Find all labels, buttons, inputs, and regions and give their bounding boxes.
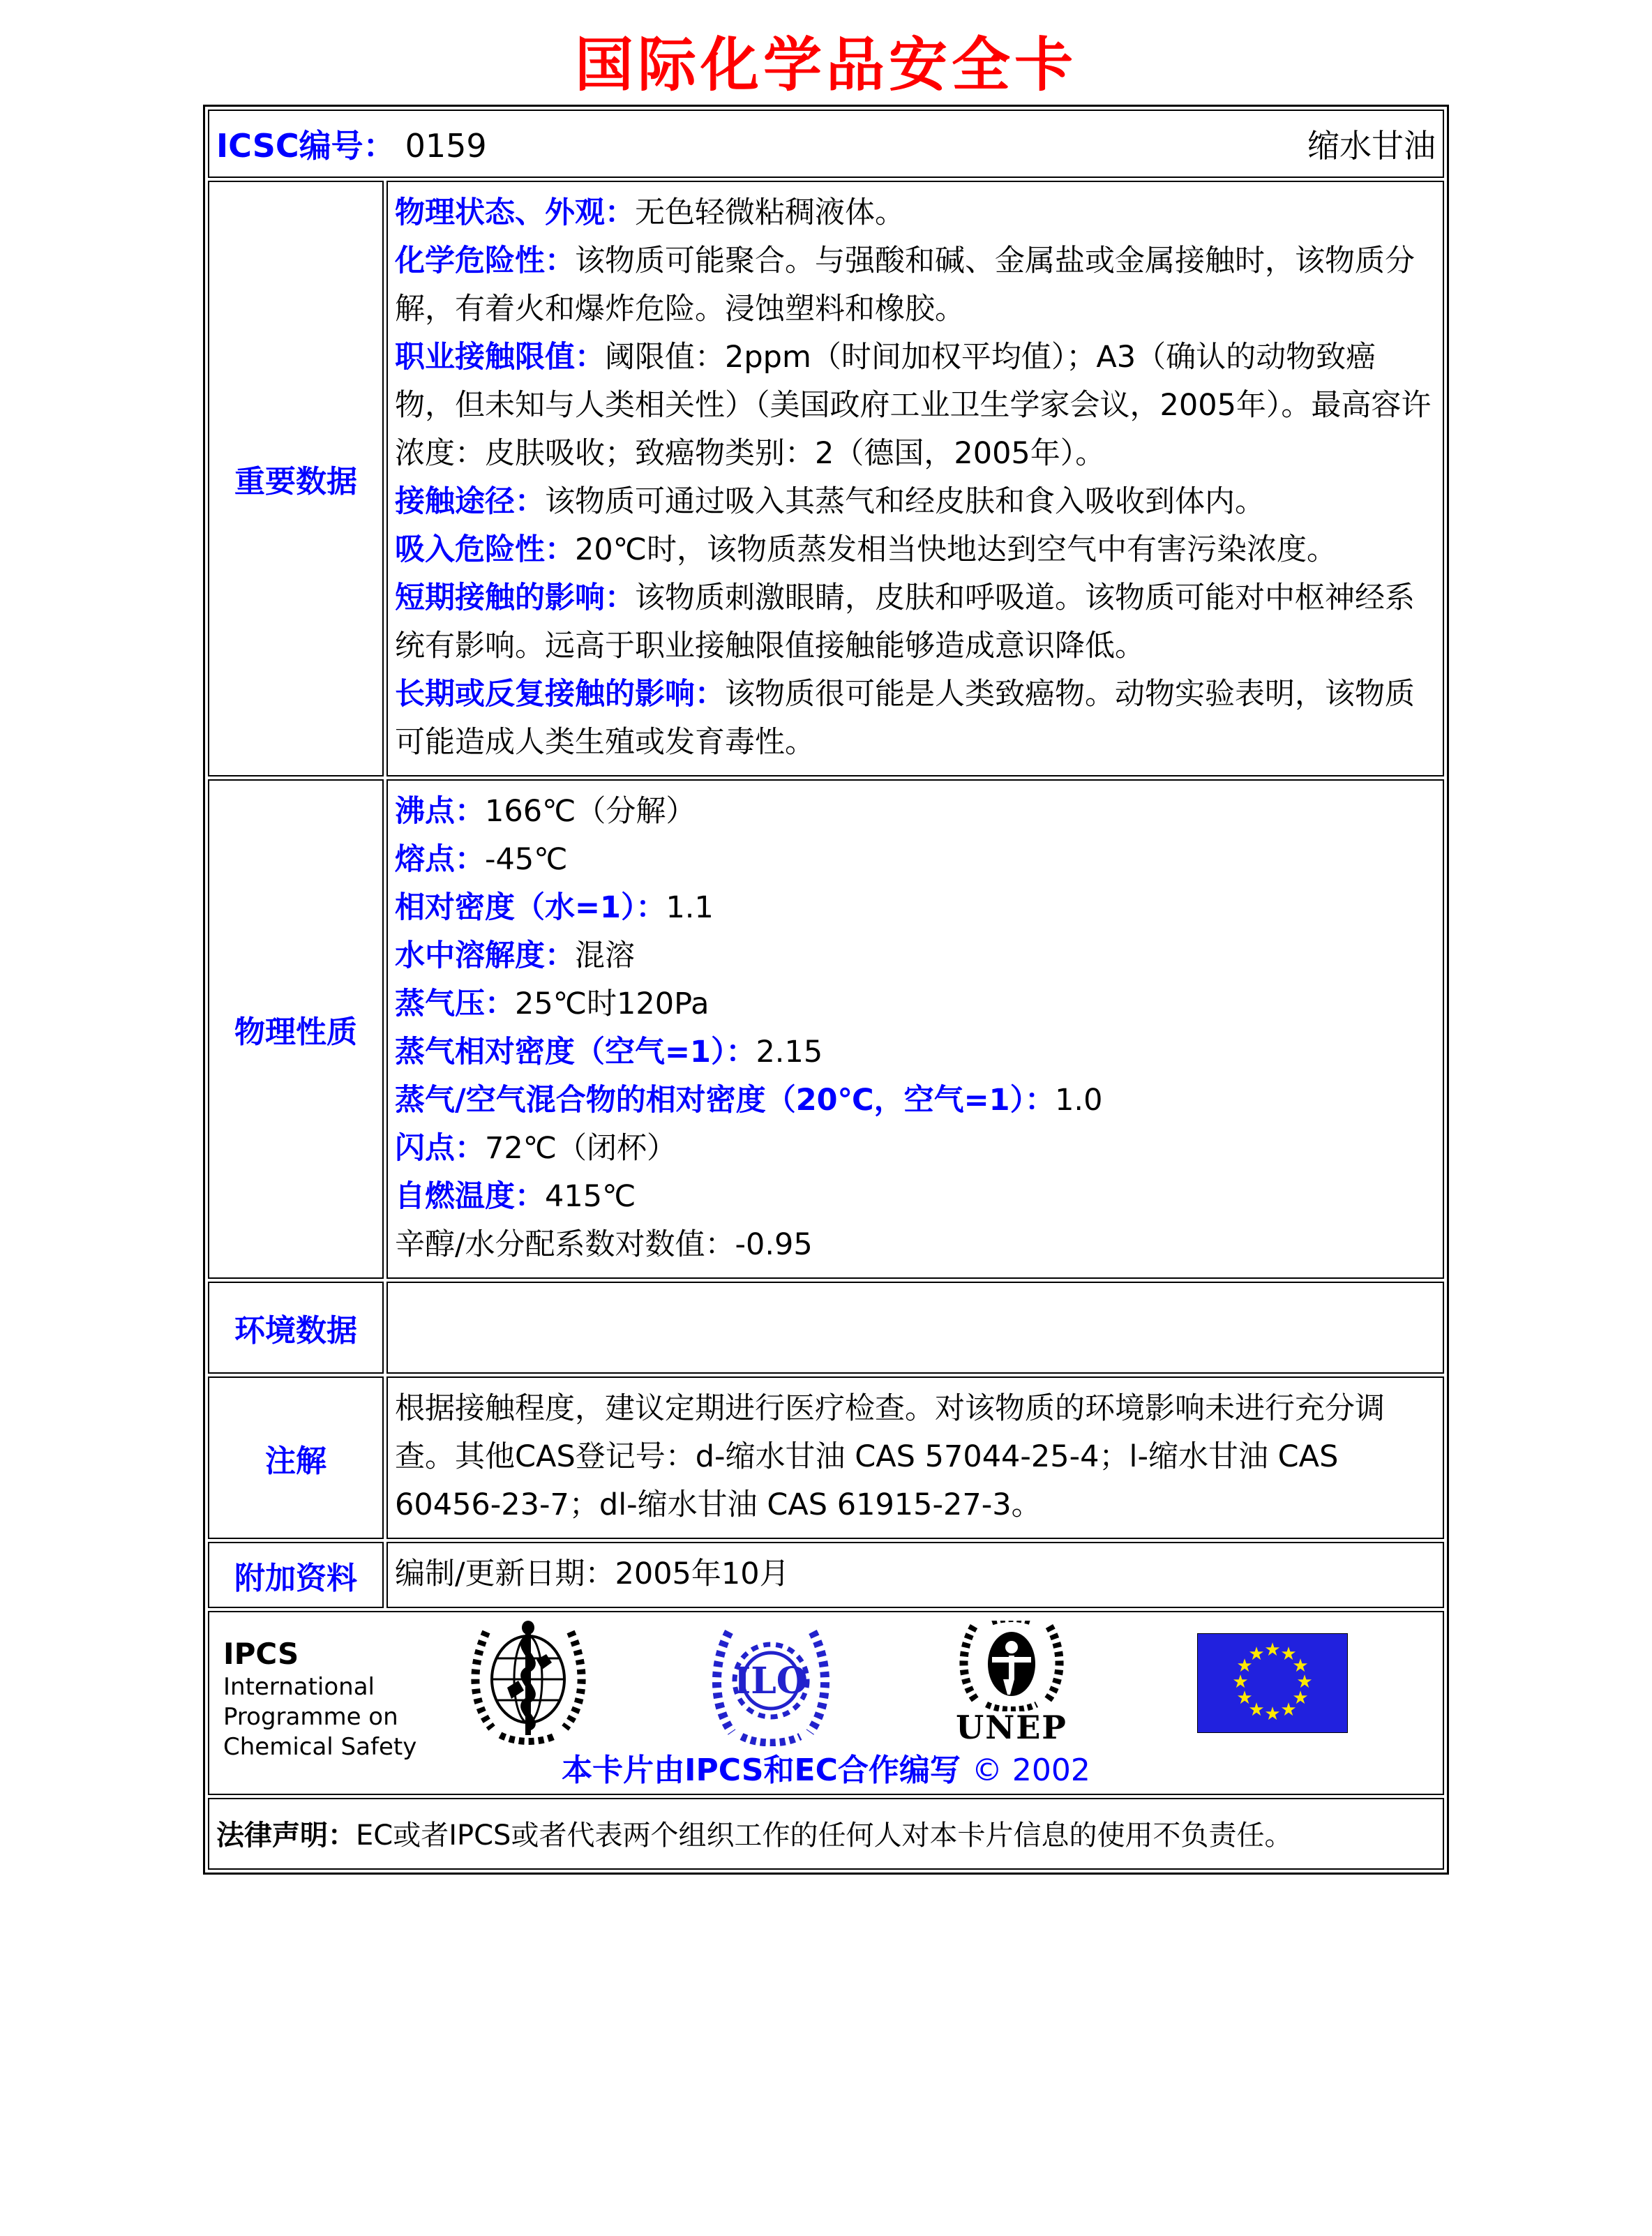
property-item <box>395 788 1434 836</box>
section-row <box>208 1376 1444 1539</box>
svg-text:★: ★ <box>1248 1644 1265 1665</box>
property-value: 根据接触程度，建议定期进行医疗检查。对该物质的环境影响未进行充分调查。其他CAS登记号：d-缩水甘油 CAS 57044-25-4；l-缩水甘油 CAS 60456-23-7；dl-缩水甘油 CAS 61915-27-3。 <box>395 1391 1385 1522</box>
svg-text:★: ★ <box>1232 1672 1249 1693</box>
section-row <box>208 1542 1444 1608</box>
property-value: 该物质刺激眼睛，皮肤和呼吸道。该物质可能对中枢神经系统有影响。远高于职业接触限值接触能够造成意识降低。 <box>395 580 1415 663</box>
ipcs-line3: Chemical Safety <box>223 1733 417 1761</box>
property-label: 蒸气/空气混合物的相对密度（20℃，空气=1）： <box>395 1083 1056 1118</box>
legal-notice-label: 法律声明： <box>216 1819 356 1852</box>
property-label: 水中溶解度： <box>395 938 575 973</box>
ipcs-line2: Programme on <box>223 1703 398 1731</box>
property-item <box>395 1550 1434 1598</box>
property-item <box>395 836 1434 884</box>
credit-line <box>209 1745 1443 1789</box>
section-content <box>386 1282 1444 1374</box>
svg-text:★: ★ <box>1264 1704 1281 1725</box>
property-value: 混溶 <box>575 938 635 973</box>
property-item <box>395 1125 1434 1173</box>
property-item <box>395 670 1434 767</box>
property-value: -45℃ <box>485 842 568 877</box>
who-logo-icon <box>464 1618 593 1748</box>
property-item <box>395 237 1434 333</box>
section-content <box>386 1542 1444 1608</box>
svg-text:★: ★ <box>1280 1699 1297 1720</box>
svg-text:★: ★ <box>1248 1699 1265 1720</box>
property-value: 1.0 <box>1055 1083 1103 1118</box>
copyright-text: © 2002 <box>971 1753 1090 1788</box>
ipcs-acronym: IPCS <box>223 1637 299 1671</box>
ilo-letters: ILO <box>733 1660 809 1702</box>
credit-text: 本卡片由IPCS和EC合作编写 <box>562 1753 961 1788</box>
section-label: 重要数据 <box>208 181 384 776</box>
logos-row <box>208 1611 1444 1795</box>
property-label: 物理状态、外观： <box>395 195 635 230</box>
section-label: 环境数据 <box>208 1282 384 1374</box>
property-value: 166℃（分解） <box>485 794 696 829</box>
property-label: 蒸气压： <box>395 986 515 1021</box>
property-item <box>395 1076 1434 1125</box>
property-value: 该物质很可能是人类致癌物。动物实验表明，该物质可能造成人类生殖或发育毒性。 <box>395 677 1415 760</box>
property-item <box>395 884 1434 932</box>
property-item <box>395 980 1434 1028</box>
icsc-card-table <box>203 105 1449 1875</box>
page-title: 国际化学品安全卡 <box>574 31 1077 99</box>
property-item <box>395 574 1434 670</box>
ipcs-line1: International <box>223 1673 375 1701</box>
section-label: 注解 <box>208 1376 384 1539</box>
header-row <box>208 110 1444 178</box>
legal-notice-text: EC或者IPCS或者代表两个组织工作的任何人对本卡片信息的使用不负责任。 <box>356 1819 1293 1852</box>
property-value: 20℃时，该物质蒸发相当快地达到空气中有害污染浓度。 <box>575 532 1337 567</box>
ipcs-text-block <box>223 1636 416 1762</box>
svg-text:★: ★ <box>1264 1640 1281 1660</box>
property-value: 415℃ <box>545 1179 636 1214</box>
property-value: 编制/更新日期：2005年10月 <box>395 1556 790 1591</box>
eu-flag-icon <box>1197 1633 1348 1733</box>
section-content <box>386 1376 1444 1539</box>
svg-text:★: ★ <box>1292 1656 1309 1676</box>
unep-logo <box>956 1621 1067 1746</box>
svg-text:★: ★ <box>1296 1672 1313 1693</box>
property-label: 沸点： <box>395 794 485 829</box>
section-content <box>386 181 1444 776</box>
chemical-name: 缩水甘油 <box>1307 127 1436 165</box>
section-label: 物理性质 <box>208 779 384 1279</box>
legal-row <box>208 1798 1444 1870</box>
section-label: 附加资料 <box>208 1542 384 1608</box>
header-bar <box>216 121 1436 167</box>
property-label: 闪点： <box>395 1131 485 1166</box>
icsc-number-label: ICSC编号： <box>216 127 396 165</box>
icsc-number-group <box>216 121 487 167</box>
property-label: 辛醇/水分配系数对数值： <box>395 1227 735 1262</box>
section-row <box>208 779 1444 1279</box>
property-value: 25℃时120Pa <box>515 986 709 1021</box>
section-row <box>208 1282 1444 1374</box>
property-label: 化学危险性： <box>395 243 575 278</box>
property-value: 阈限值：2ppm（时间加权平均值）；A3（确认的动物致癌物，但未知与人类相关性）（美国政府工业卫生学家会议，2005年）。最高容许浓度：皮肤吸收；致癌物类别：2（德国，2005年）。 <box>395 340 1432 471</box>
ilo-logo-icon <box>708 1622 834 1746</box>
property-value: 1.1 <box>666 890 714 925</box>
property-item <box>395 932 1434 980</box>
property-label: 短期接触的影响： <box>395 580 635 615</box>
property-item <box>395 1385 1434 1529</box>
property-value: 该物质可能聚合。与强酸和碱、金属盐或金属接触时，该物质分解，有着火和爆炸危险。浸蚀塑料和橡胶。 <box>395 243 1415 327</box>
property-label: 职业接触限值： <box>395 340 605 375</box>
property-label: 接触途径： <box>395 484 545 519</box>
property-label: 吸入危险性： <box>395 532 575 567</box>
property-item <box>395 526 1434 574</box>
svg-text:★: ★ <box>1280 1644 1297 1665</box>
property-item <box>395 478 1434 526</box>
svg-text:★: ★ <box>1292 1688 1309 1709</box>
property-value: 2.15 <box>756 1035 823 1070</box>
svg-text:★: ★ <box>1236 1656 1253 1676</box>
property-label: 长期或反复接触的影响： <box>395 677 725 712</box>
section-content <box>386 779 1444 1279</box>
property-item <box>395 1221 1434 1269</box>
property-item <box>395 333 1434 478</box>
property-label: 自燃温度： <box>395 1179 545 1214</box>
property-value: 无色轻微粘稠液体。 <box>635 195 905 230</box>
property-value: 72℃（闭杯） <box>485 1131 677 1166</box>
property-label: 熔点： <box>395 842 485 877</box>
unep-emblem-icon <box>956 1621 1067 1711</box>
icsc-number-value: 0159 <box>405 127 487 165</box>
property-label: 蒸气相对密度（空气=1）： <box>395 1035 756 1070</box>
property-item <box>395 1173 1434 1221</box>
property-label: 相对密度（水=1）： <box>395 890 666 925</box>
property-value: -0.95 <box>735 1227 813 1262</box>
svg-text:★: ★ <box>1236 1688 1253 1709</box>
property-item <box>395 189 1434 237</box>
property-value: 该物质可通过吸入其蒸气和经皮肤和食入吸收到体内。 <box>545 484 1265 519</box>
unep-wordmark: UNEP <box>956 1709 1067 1746</box>
property-item <box>395 1028 1434 1076</box>
section-row <box>208 181 1444 776</box>
